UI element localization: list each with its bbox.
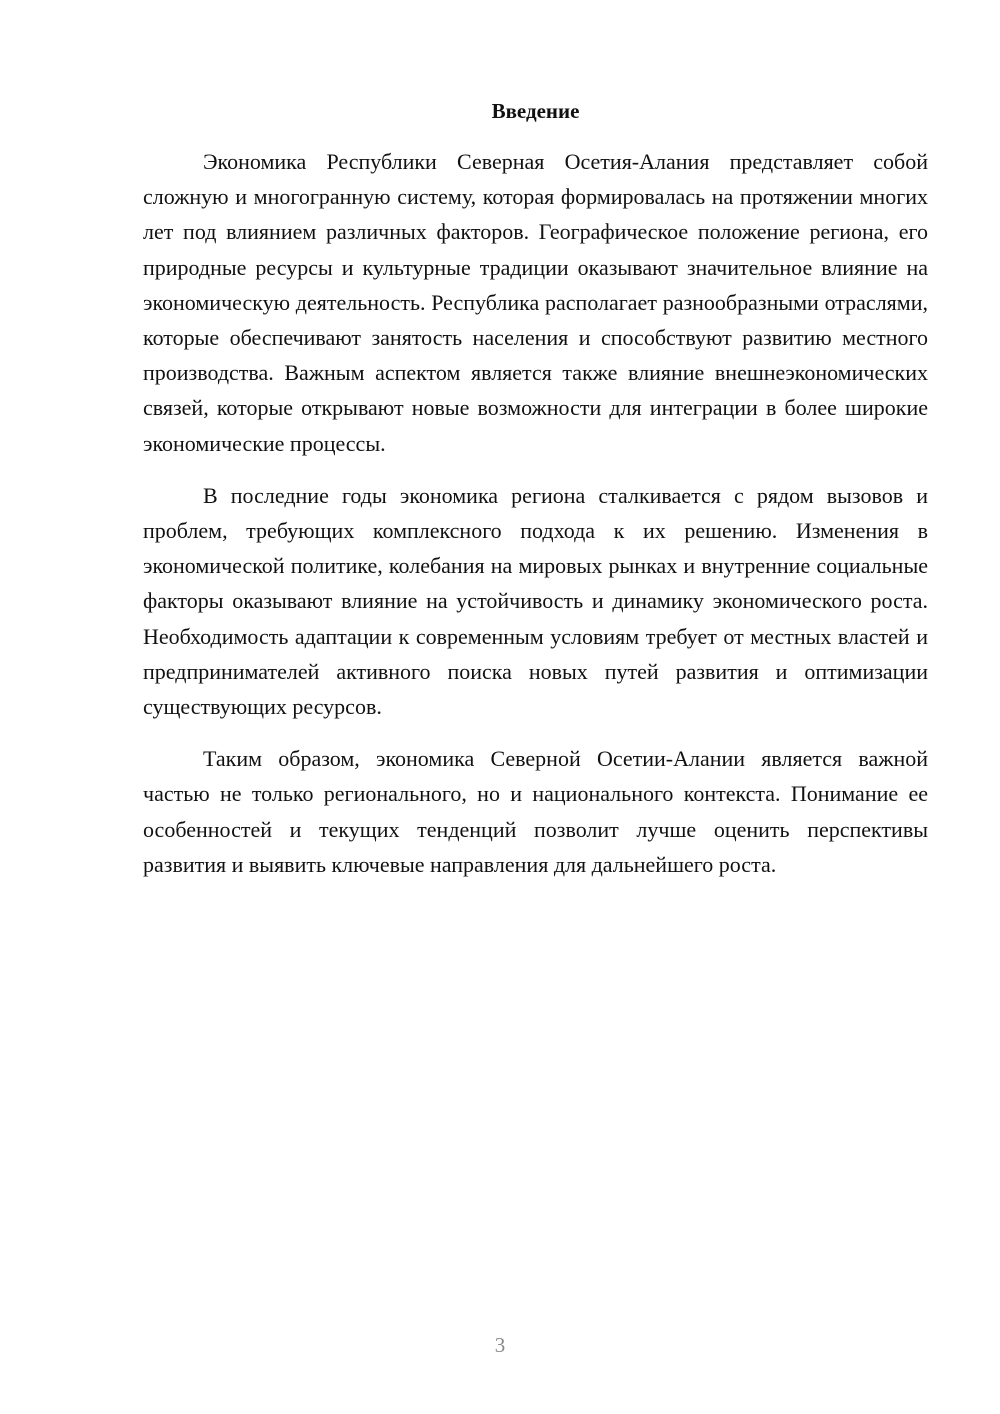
section-heading: Введение <box>491 99 580 123</box>
document-body <box>143 98 928 899</box>
paragraph-2: В последние годы экономика региона сталкивается с рядом вызовов и проблем, требующих комплексного подхода к их решению. Изменения в экономической политике, колебания на мировых рынках и внутренние социальные факторы оказывают влияние на устойчивость и динамику экономического роста. Необходимость адаптации к современным условиям требует от местных властей и предпринимателей активного поиска новых путей развития и оптимизации существующих ресурсов. <box>143 482 928 720</box>
paragraph-3: Таким образом, экономика Северной Осетии-Алании является важной частью не только регионального, но и национального контекста. Понимание ее особенностей и текущих тенденций позволит лучше оценить перспективы развития и выявить ключевые направления для дальнейшего роста. <box>143 746 928 877</box>
page-number: 3 <box>494 1333 506 1357</box>
paragraph-1: Экономика Республики Северная Осетия-Алания представляет собой сложную и многогранную систему, которая формировалась на протяжении многих лет под влиянием различных факторов. Географическое положение региона, его природные ресурсы и культурные традиции оказывают значительное влияние на экономическую деятельность. Республика располагает разнообразными отраслями, которые обеспечивают занятость населения и способствуют развитию местного производства. Важным аспектом является также влияние внешнеэкономических связей, которые открывают новые возможности для интеграции в более широкие экономические процессы. <box>143 149 928 456</box>
